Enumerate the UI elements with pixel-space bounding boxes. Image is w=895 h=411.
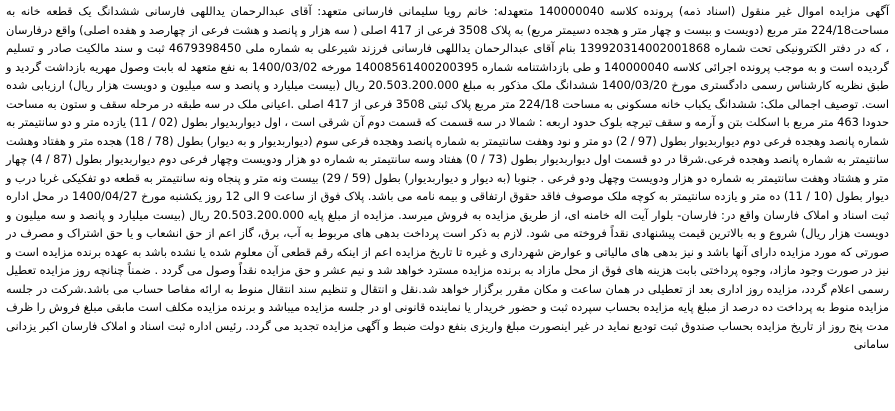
auction-notice-text: آگهی مزایده اموال غیر منقول (اسناد ذمه) پرونده کلاسه 140000040 متعهدله: خانم رویا سلیمانی فارسانی متعهد: آقای عبدالرحمان یداللهی فارسانی ششدانگ یک قطعه خانه به مساحت224/18 متر مربع (دویست و بیست و چهار متر و هجده دسیمتر مربع) به پلاک 3508 فرعی از 417 اصلی ( سه هزار و پانصد و هشت فرعی از چهارصد و هفده اصلی) واقع درفارسان ، که در دفتر الکترونیکی تحت شماره 139920314002001868 بنام آقای عبدالرحمان یداللهی فارسانی فرزند شیرعلی به شماره ملی 4679398450 ثبت و سند مالکیت صادر و تسلیم گردیده است و به موجب پرونده اجرائی کلاسه 140000040 و طی بازداشتنامه شماره 14008561400200395 مورخه 1400/03/02 به نفع متعهد له بابت وصول مهریه بازداشت گردید و طبق نظریه کارشناس رسمی دادگستری مورخ 1400/03/20 ششدانگ ملک مذکور به مبلغ 20.503.200.000 ریال (بیست میلیارد و پانصد و سه میلیون و دویست هزار ریال) ارزیابی شده است. توصیف اجمالی ملک: ششدانگ یکباب خانه مسکونی به مساحت 224/18 متر مربع پلاک ثبتی 3508 فرعی از 417 اصلی .اعیانی ملک در سه طبقه در مرحله سقف و ستون به مساحت حدودا 463 متر مربع با اسکلت بتن و آرمه و سقف تیرچه بلوک حدود اربعه : شمالا در سه قسمت که قسمت دوم آن شرقی است ، اول دیواربدیوار بطول (02 / 11) یازده متر و دو سانتیمتر به شماره پانصد وهجده فرعی دوم دیواربدیوار بطول (97 / 2) دو متر و نود وهفت سانتیمتر به شماره پانصد وهجده فرعی سوم (دیواربدیوار و به دیوار) بطول (78 / 18) هجده متر و هفتاد وهشت سانتیمتر به شماره پانصد وهجده فرعی.شرقا در دو قسمت اول دیواربدیوار بطول (73 / 0) هفتاد وسه سانتیمتر به شماره دو هزار ودویست وچهار فرعی دوم دیواربدیوار بطول (87 / 4) چهار متر و هشتاد وهفت سانتیمتر به شماره دو هزار ودویست وچهل ودو فرعی . جنوبا (به دیوار و دیواربدیوار) بطول (59 / 29) بیست ونه متر و پنجاه ونه سانتیمتر به قطعه دو تفکیکی غربا درب و دیوار بطول (10 / 11) ده متر و یازده سانتیمتر به کوچه ملک موصوف فاقد حقوق ارتفاقی و بیمه نامه می باشد. پلاک فوق از ساعت 9 الی 12 روز یکشنبه مورخ 1400/04/27 در محل اداره ثبت اسناد و املاک فارسان واقع در: فارسان- بلوار آیت اله خامنه ای، از طریق مزایده به فروش میرسد. مزایده از مبلغ پایه 20.503.200.000 ریال (بیست میلیارد و پانصد و سه میلیون و دویست هزار ریال) شروع و به بالاترین قیمت پیشنهادی نقداً فروخته می شود. لازم به ذکر است پرداخت بدهی های مربوط به آب، برق، گاز اعم از حق انشعاب و یا حق اشتراک و مصرف در صورتی که مورد مزایده دارای آنها باشد و نیز بدهی های مالیاتی و عوارض شهرداری و غیره تا تاریخ مزایده اعم از اینکه رقم قطعی آن معلوم شده یا نشده باشد به عهده برنده مزایده است و نیز در صورت وجود مازاد، وجوه پرداختی بابت هزینه های فوق از محل مازاد به برنده مزایده مسترد خواهد شد و نیم عشر و حق مزایده نقداً وصول می گردد . ضمناً چنانچه روز مزایده تعطیل رسمی اعلام گردد، مزایده روز اداری بعد از تعطیلی در همان ساعت و مکان مقرر برگزار خواهد شد.نقل و انتقال و تنظیم سند انتقال منوط به ارائه مفاصا حساب می باشد.شرکت در جلسه مزایده منوط به پرداخت ده درصد از مبلغ پایه مزایده بحساب سپرده ثبت و حضور خریدار یا نماینده قانونی او در جلسه مزایده میباشد و برنده مزایده مکلف است مابقی مبلغ فروش را ظرف مدت پنج روز از تاریخ مزایده بحساب صندوق ثبت تودیع نماید در غیر اینصورت مبلغ واریزی بنفع دولت ضبط و آگهی مزایده تجدید می گردد. رئیس اداره ثبت اسناد و املاک فارسان اکبر یزدانی سامانی [6,4,890,351]
